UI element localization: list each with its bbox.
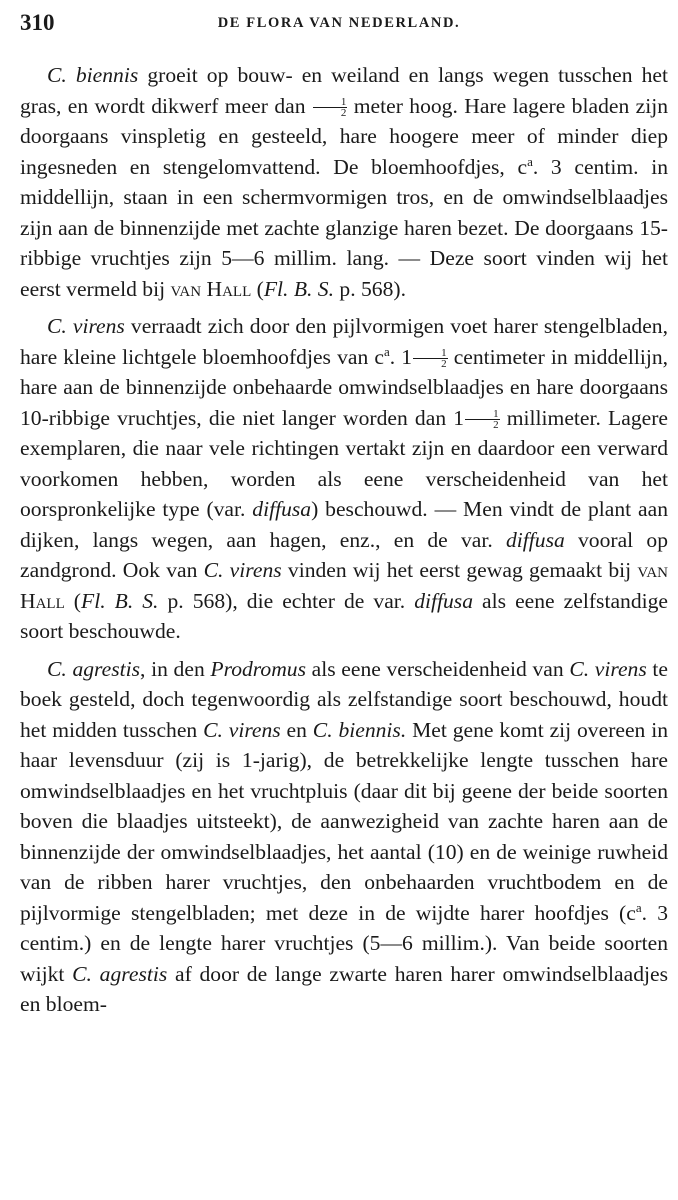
text-run: meter hoog. Hare lagere bladen zijn doorgaans vinspletig en gesteeld, hare hoogere meer of minder diep ingesneden en stengelomvattend. De bloemhoofdjes, c: [20, 93, 668, 179]
italic-text: Fl. B. S.: [81, 588, 159, 613]
text-run: Met gene komt zij overeen in haar levensduur (zij is 1-jarig), de betrekkelijke lengte tusschen hare omwindselblaadjes en het vruchtpluis (daar dit bij geene der beide soorten boven die blaadjes uitsteekt), de aanwezigheid van zachte haren aan de binnenzijde der omwindselblaadjes, het aantal (10) en de weinige ruwheid van de ribben harer vruchtjes, den onbehaarden vruchtbodem en de pijlvormige stengelbladen; met deze in de wijdte harer hoofdjes (c: [20, 717, 668, 925]
text-run: als eene zelfstandige soort beschouwde.: [20, 588, 668, 643]
paragraph: [20, 311, 668, 647]
fraction-denominator: 2: [441, 358, 447, 371]
text-run: p. 568).: [334, 276, 406, 301]
text-run: p. 568), die echter de var.: [158, 588, 415, 613]
text-run: centimeter in middellijn, hare aan de binnenzijde onbehaarde omwindselblaadjes en hare doorgaans 10-ribbige vruchtjes, die niet langer worden dan 1: [20, 344, 669, 430]
fraction-denominator: 2: [493, 419, 499, 432]
fraction-numerator: 1: [413, 348, 448, 359]
superscript: a: [635, 899, 642, 915]
superscript: a: [383, 343, 390, 359]
text-run: vooral op zandgrond. Ook van: [20, 527, 668, 582]
italic-text: diffusa: [414, 588, 474, 613]
text-run: . 3 centim.) en de lengte harer vruchtjes (5—6 millim.). Van beide soorten wijkt: [20, 900, 669, 986]
text-run: , in den: [140, 656, 211, 681]
running-title: DE FLORA VAN NEDERLAND.: [217, 15, 461, 31]
italic-text: diffusa: [252, 497, 312, 521]
italic-text: C. virens: [203, 558, 282, 582]
fraction: [313, 97, 348, 118]
page-number: 310: [20, 10, 55, 35]
italic-text: C. agrestis: [47, 656, 141, 681]
paragraph: [20, 654, 668, 1020]
author-name: van Hall: [20, 558, 668, 613]
fraction-denominator: 2: [340, 107, 347, 120]
italic-text: C. biennis: [47, 63, 139, 87]
author-name: van Hall: [170, 276, 252, 301]
text-run: als eene verscheidenheid van: [306, 656, 570, 681]
text-run: verraadt zich door den pijlvormigen voet harer stengelbladen, hare kleine lichtgele bloemhoofdjes van c: [20, 314, 669, 369]
text-run: (: [251, 276, 264, 301]
text-run: groeit op bouw- en weiland en langs wegen tusschen het gras, en wordt dikwerf meer dan: [20, 63, 668, 118]
fraction: [413, 348, 448, 369]
text-run: af door de lange zwarte haren harer omwindselblaadjes en bloem-: [20, 961, 668, 1016]
text-run: te boek gesteld, doch tegenwoordig als zelfstandige soort beschouwd, houdt het midden tusschen: [20, 656, 668, 742]
text-run: en: [280, 717, 313, 742]
italic-text: Fl. B. S.: [263, 276, 334, 301]
italic-text: C. biennis.: [312, 717, 407, 742]
body-text: [20, 60, 668, 1020]
italic-text: Prodromus: [210, 656, 306, 681]
italic-text: C. agrestis: [72, 961, 168, 986]
text-run: . 3 centim. in middellijn, staan in een schermvormigen tros, en de omwindselblaadjes zijn aan de binnenzijde met zachte glanzige haren bezet. De doorgaans 15-ribbige vruchtjes zijn 5—6 millim. lang. — Deze soort vinden wij het eerst vermeld bij: [20, 154, 668, 301]
fraction-numerator: 1: [313, 97, 348, 108]
italic-text: diffusa: [505, 527, 565, 552]
paragraph: [20, 60, 668, 304]
fraction: [465, 409, 500, 430]
superscript: a: [527, 153, 533, 169]
text-run: (: [64, 588, 81, 613]
fraction-numerator: 1: [465, 409, 500, 420]
italic-text: C. virens: [569, 656, 647, 681]
italic-text: C. virens: [47, 314, 125, 338]
text-run: ) beschouwd. — Men vindt de plant aan dijken, langs wegen, aan hagen, enz., en de var.: [20, 497, 669, 552]
page-header: [20, 10, 658, 38]
text-run: vinden wij het eerst gewag gemaakt bij: [281, 558, 638, 582]
italic-text: C. virens: [203, 717, 281, 742]
text-run: . 1: [389, 344, 413, 369]
text-run: millimeter. Lagere exemplaren, die naar vele richtingen vertakt zijn en daardoor een verward voorkomen hebben, worden als eene verscheidenheid van het oorspronkelijke type (var.: [20, 405, 668, 521]
